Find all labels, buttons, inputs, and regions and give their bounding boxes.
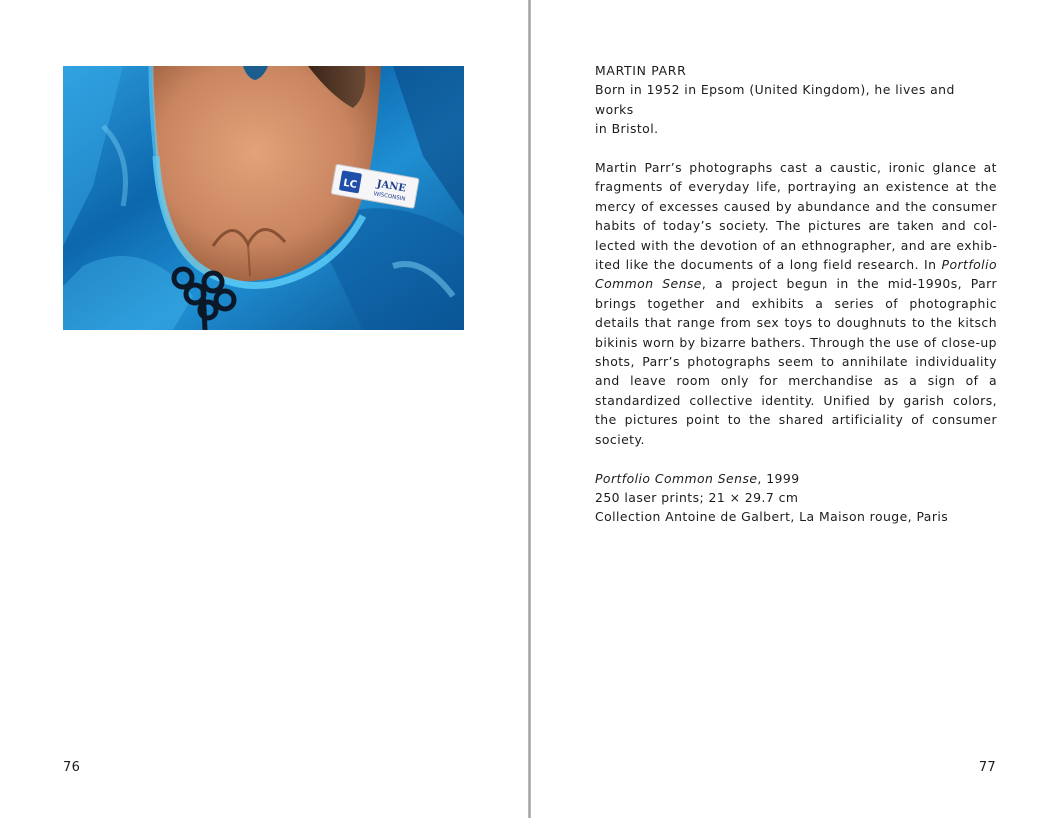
svg-text:LC: LC <box>342 177 358 191</box>
page-number-left: 76 <box>63 760 81 775</box>
work-title: Portfolio Common Sense <box>595 470 758 486</box>
artist-description <box>595 158 997 449</box>
left-page <box>0 0 528 818</box>
description-text-end: , a project begun in the mid-1990s, Parr brings together and exhibits a series of photographic details that range from sex toys to doughnuts to the kitsch bikinis worn by bizarre bathers. Through the use of close-up shots, Parr’s photographs seem to annihilate individuality and leave room only for merchandise as a sign of a standardized collective identity. Unified by garish colors, the pictures point to the shared artificiality of consumer society. <box>595 276 997 447</box>
artist-birth-line-1: Born in 1952 in Epsom (United Kingdom), he lives and works <box>595 82 955 117</box>
artist-name: MARTIN PARR <box>595 63 687 78</box>
photo-illustration <box>63 66 464 330</box>
work-year: , 1999 <box>757 470 800 486</box>
work-collection: Collection Antoine de Galbert, La Maison rouge, Paris <box>595 509 949 525</box>
right-page <box>531 0 1059 818</box>
work-caption-title <box>595 469 997 488</box>
artist-birth-line-2: in Bristol. <box>595 121 659 137</box>
description-work-title: Portfolio Common Sense <box>595 257 997 292</box>
name-tag-name: JANE <box>375 178 407 195</box>
description-text-start: Martin Parr’s photographs cast a caustic, ironic glance at fragments of everyday life, portraying an existence at the mercy of excesses caused by abundance and the consumer habits of today’s society. The pictures are taken and collected with the devotion of an ethnographer, and are exhibited like the documents of a long field research. In <box>595 160 997 273</box>
work-medium: 250 laser prints; 21 × 29.7 cm <box>595 489 799 505</box>
photograph-blue-dress-name-tag <box>63 66 464 330</box>
artist-text-block <box>595 61 997 527</box>
name-tag-place: WISCONSIN <box>373 191 406 203</box>
page-number-right: 77 <box>978 760 996 775</box>
